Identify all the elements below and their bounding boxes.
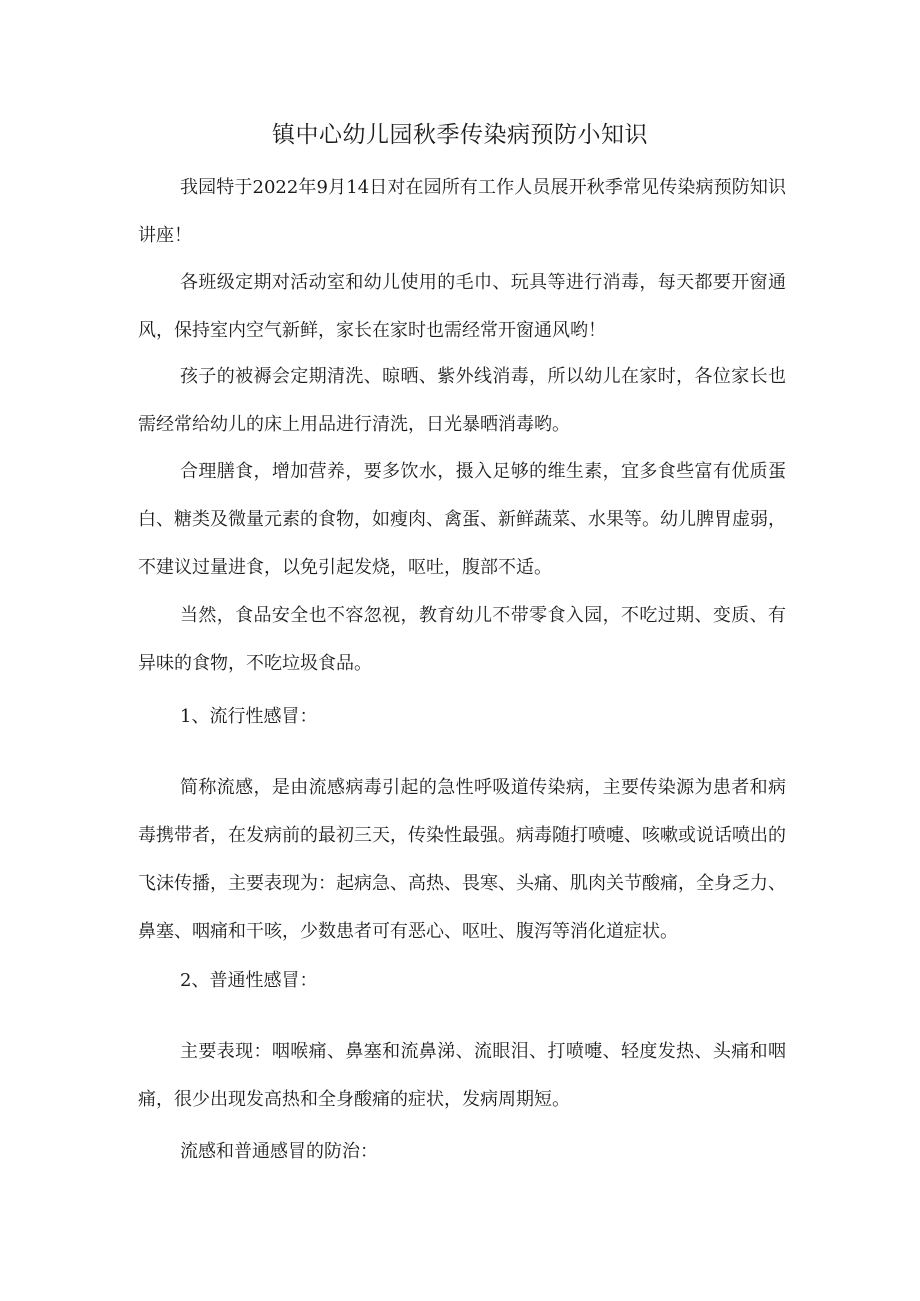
section-heading-prevention: 流感和普通感冒的防治： xyxy=(180,1141,378,1162)
paragraph-common-cold: 主要表现：咽喉痛、鼻塞和流鼻涕、流眼泪、打喷嚏、轻度发热、头痛和咽痛，很少出现发高热和全身酸痛的症状，发病周期短。 xyxy=(138,1041,786,1110)
paragraph-intro: 我园特于2022年9月14日对在园所有工作人员展开秋季常见传染病预防知识讲座！ xyxy=(138,177,786,246)
section-heading-common-cold: 2、普通性感冒： xyxy=(180,970,318,991)
paragraph-food-safety: 当然，食品安全也不容忽视，教育幼儿不带零食入园，不吃过期、变质、有异味的食物，不吃垃圾食品。 xyxy=(138,605,786,674)
document-title: 镇中心幼儿园秋季传染病预防小知识 xyxy=(272,122,648,148)
paragraph-bedding: 孩子的被褥会定期清洗、晾晒、紫外线消毒，所以幼儿在家时，各位家长也需经常给幼儿的床上用品进行清洗，日光暴晒消毒哟。 xyxy=(138,366,786,435)
paragraph-diet: 合理膳食，增加营养，要多饮水，摄入足够的维生素，宜多食些富有优质蛋白、糖类及微量元素的食物，如瘦肉、禽蛋、新鲜蔬菜、水果等。幼儿脾胃虚弱，不建议过量进食，以免引起发烧，呕吐，腹部不适。 xyxy=(138,461,786,578)
paragraph-cleaning: 各班级定期对活动室和幼儿使用的毛巾、玩具等进行消毒，每天都要开窗通风，保持室内空气新鲜，家长在家时也需经常开窗通风哟！ xyxy=(138,272,786,341)
paragraph-flu: 简称流感，是由流感病毒引起的急性呼吸道传染病，主要传染源为患者和病毒携带者，在发病前的最初三天，传染性最强。病毒随打喷嚏、咳嗽或说话喷出的飞沫传播，主要表现为：起病急、高热、畏寒、头痛、肌肉关节酸痛，全身乏力、鼻塞、咽痛和干咳，少数患者可有恶心、呕吐、腹泻等消化道症状。 xyxy=(138,777,786,942)
section-heading-flu: 1、流行性感冒： xyxy=(180,706,318,727)
